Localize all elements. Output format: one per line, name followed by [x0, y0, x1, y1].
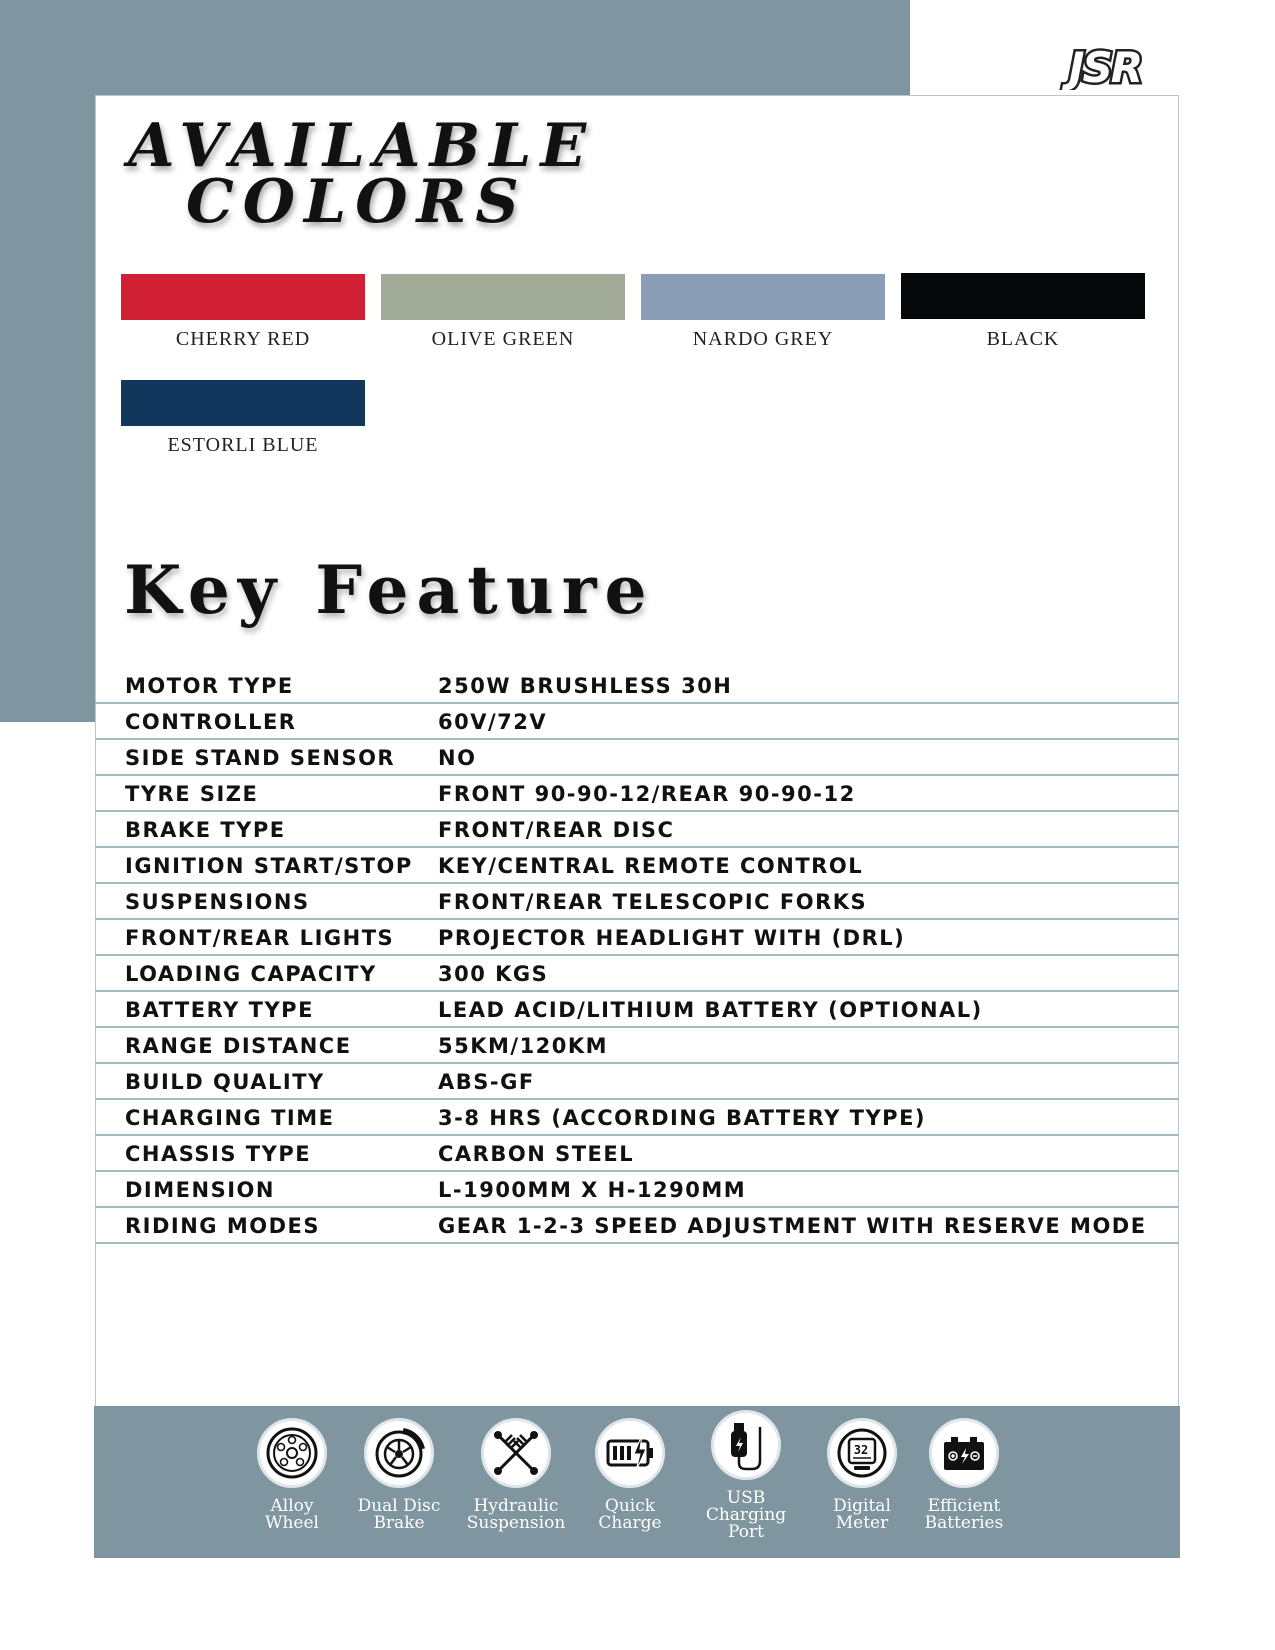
feature-usb-charging	[691, 1410, 801, 1541]
spec-row	[95, 740, 1179, 776]
feature-icon-circle	[929, 1418, 999, 1488]
swatch-nardo-grey	[641, 274, 885, 320]
feature-icon-circle	[711, 1410, 781, 1480]
spec-row	[95, 1172, 1179, 1208]
spec-label: CHASSIS TYPE	[125, 1142, 312, 1166]
spec-row	[95, 1208, 1179, 1244]
swatch-label-estorli-blue: ESTORLI BLUE	[167, 434, 319, 456]
spec-row	[95, 1100, 1179, 1136]
battery-icon	[938, 1427, 990, 1479]
suspension-icon	[490, 1427, 542, 1479]
feature-hydraulic-suspension	[461, 1418, 571, 1532]
swatch-black	[901, 273, 1145, 319]
feature-icon-circle	[595, 1418, 665, 1488]
feature-label: Efficient Batteries	[924, 1496, 1004, 1533]
feature-disc-brake	[344, 1418, 454, 1532]
swatch-estorli-blue	[121, 380, 365, 426]
feature-alloy-wheel	[237, 1418, 347, 1532]
spec-value: 300 KGS	[438, 962, 549, 986]
swatch-label-nardo-grey: NARDO GREY	[692, 328, 834, 350]
spec-label: DIMENSION	[125, 1178, 275, 1202]
feature-icon-circle	[257, 1418, 327, 1488]
spec-value: FRONT/REAR DISC	[438, 818, 675, 842]
feature-efficient-batteries	[909, 1418, 1019, 1532]
feature-icon-circle	[364, 1418, 434, 1488]
spec-value: 250W BRUSHLESS 30H	[438, 674, 733, 698]
spec-value: PROJECTOR HEADLIGHT WITH (DRL)	[438, 926, 906, 950]
meter-reading: 32	[853, 1443, 869, 1457]
disc-brake-icon	[373, 1427, 425, 1479]
spec-label: LOADING CAPACITY	[125, 962, 377, 986]
spec-row	[95, 920, 1179, 956]
spec-value: 60V/72V	[438, 710, 548, 734]
svg-text:JSR: JSR	[1068, 44, 1142, 90]
usb-icon	[720, 1419, 772, 1471]
alloy-wheel-icon	[266, 1427, 318, 1479]
spec-label: MOTOR TYPE	[125, 674, 294, 698]
spec-label: IGNITION START/STOP	[125, 854, 413, 878]
spec-row	[95, 1028, 1179, 1064]
spec-label: SIDE STAND SENSOR	[125, 746, 396, 770]
spec-value: 55KM/120KM	[438, 1034, 609, 1058]
swatch-cherry-red	[121, 274, 365, 320]
swatch-label-cherry-red: CHERRY RED	[175, 328, 311, 350]
spec-value: KEY/CENTRAL REMOTE CONTROL	[438, 854, 864, 878]
title-line-1: AVAILABLE	[128, 111, 596, 181]
feature-label: Digital Meter	[833, 1496, 891, 1533]
spec-table	[95, 668, 1179, 1244]
spec-row	[95, 704, 1179, 740]
spec-row	[95, 1136, 1179, 1172]
jsr-logo	[1030, 44, 1180, 90]
feature-label: Quick Charge	[598, 1496, 662, 1533]
spec-row	[95, 1064, 1179, 1100]
spec-row	[95, 992, 1179, 1028]
spec-value: ABS-GF	[438, 1070, 535, 1094]
quick-charge-icon	[604, 1427, 656, 1479]
feature-label: Dual Disc Brake	[357, 1496, 441, 1533]
spec-label: BATTERY TYPE	[125, 998, 314, 1022]
spec-value: 3-8 HRS (ACCORDING BATTERY TYPE)	[438, 1106, 927, 1130]
spec-value: CARBON STEEL	[438, 1142, 635, 1166]
spec-row	[95, 884, 1179, 920]
swatch-label-olive-green: OLIVE GREEN	[431, 328, 575, 350]
spec-label: BUILD QUALITY	[125, 1070, 325, 1094]
title-line-2: COLORS	[186, 167, 528, 237]
spec-row	[95, 812, 1179, 848]
spec-label: CHARGING TIME	[125, 1106, 335, 1130]
spec-value: LEAD ACID/LITHIUM BATTERY (OPTIONAL)	[438, 998, 983, 1022]
feature-digital-meter	[807, 1418, 917, 1532]
feature-icon-circle	[827, 1418, 897, 1488]
spec-row	[95, 776, 1179, 812]
spec-row	[95, 668, 1179, 704]
spec-row	[95, 956, 1179, 992]
available-colors-title	[128, 111, 596, 237]
feature-icon-circle	[481, 1418, 551, 1488]
spec-value: L-1900MM X H-1290MM	[438, 1178, 747, 1202]
spec-label: RANGE DISTANCE	[125, 1034, 352, 1058]
spec-label: TYRE SIZE	[125, 782, 259, 806]
feature-label: Hydraulic Suspension	[466, 1496, 566, 1533]
spec-value: NO	[438, 746, 477, 770]
spec-value: FRONT 90-90-12/REAR 90-90-12	[438, 782, 856, 806]
spec-label: SUSPENSIONS	[125, 890, 310, 914]
spec-label: BRAKE TYPE	[125, 818, 286, 842]
key-feature-title: Key Feature	[124, 551, 655, 629]
feature-label: Alloy Wheel	[265, 1496, 319, 1533]
swatch-olive-green	[381, 274, 625, 320]
swatch-label-black: BLACK	[986, 328, 1060, 350]
digital-meter-icon	[836, 1427, 888, 1479]
spec-label: FRONT/REAR LIGHTS	[125, 926, 395, 950]
feature-icon-band	[94, 1406, 1180, 1558]
spec-label: RIDING MODES	[125, 1214, 321, 1238]
spec-label: CONTROLLER	[125, 710, 297, 734]
spec-row	[95, 848, 1179, 884]
spec-value: FRONT/REAR TELESCOPIC FORKS	[438, 890, 868, 914]
spec-value: GEAR 1-2-3 SPEED ADJUSTMENT WITH RESERVE MODE	[438, 1214, 1147, 1238]
feature-label: USB Charging Port	[705, 1488, 787, 1542]
feature-quick-charge	[575, 1418, 685, 1532]
